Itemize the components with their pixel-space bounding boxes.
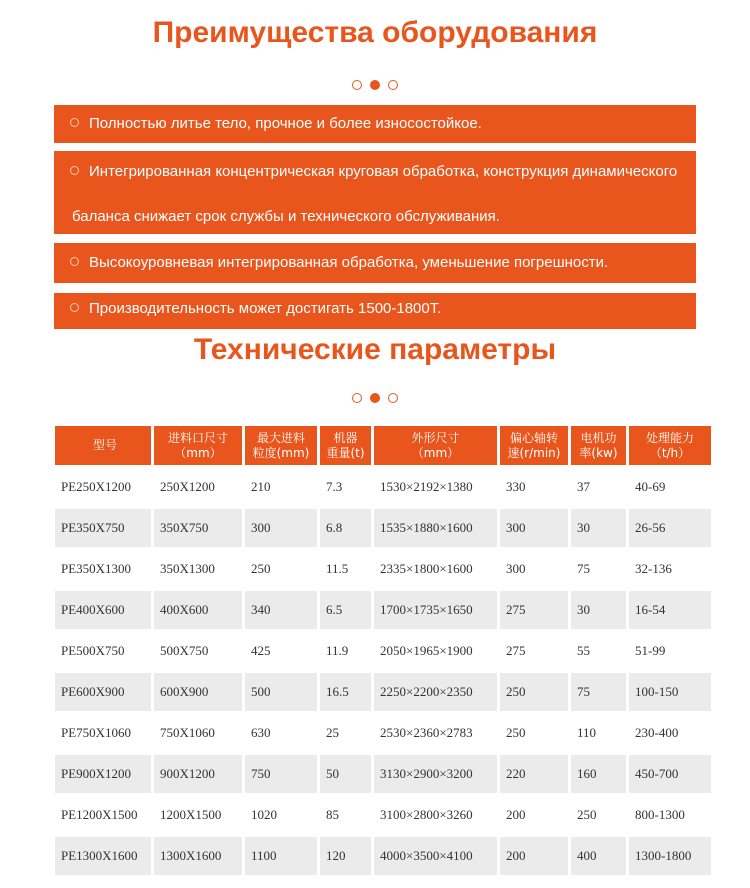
table-cell: 16.5 bbox=[320, 673, 371, 711]
table-cell: 11.9 bbox=[320, 632, 371, 670]
advantage-line bbox=[72, 208, 500, 225]
table-cell: PE900X1200 bbox=[55, 755, 151, 793]
table-cell: 1530×2192×1380 bbox=[374, 468, 497, 506]
dot-icon bbox=[388, 80, 398, 90]
table-cell: 500 bbox=[245, 673, 317, 711]
table-cell: 200 bbox=[500, 796, 568, 834]
table-cell: PE750X1060 bbox=[55, 714, 151, 752]
table-cell: 1535×1880×1600 bbox=[374, 509, 497, 547]
column-header-line: （t/h） bbox=[649, 445, 691, 460]
table-cell: 160 bbox=[571, 755, 626, 793]
column-header-line: （mm） bbox=[411, 445, 460, 460]
dot-icon-active bbox=[370, 80, 380, 90]
table-cell: 6.5 bbox=[320, 591, 371, 629]
column-header bbox=[374, 426, 497, 465]
advantage-item bbox=[54, 151, 696, 234]
advantage-line bbox=[70, 115, 482, 132]
table-cell: 400X600 bbox=[154, 591, 242, 629]
table-cell: 75 bbox=[571, 550, 626, 588]
table-cell: 40-69 bbox=[629, 468, 711, 506]
table-cell: 7.3 bbox=[320, 468, 371, 506]
table-cell: 250X1200 bbox=[154, 468, 242, 506]
table-cell: PE400X600 bbox=[55, 591, 151, 629]
column-header bbox=[245, 426, 317, 465]
section-dots-params bbox=[0, 393, 750, 403]
table-cell: 900X1200 bbox=[154, 755, 242, 793]
table-cell: PE500X750 bbox=[55, 632, 151, 670]
dot-icon bbox=[388, 393, 398, 403]
table-cell: 400 bbox=[571, 837, 626, 875]
column-header-line: 外形尺寸 bbox=[411, 430, 460, 445]
table-cell: 275 bbox=[500, 632, 568, 670]
table-cell: 1300X1600 bbox=[154, 837, 242, 875]
advantage-text: Полностью литье тело, прочное и более износостойкое. bbox=[89, 115, 482, 132]
advantages-title: Преимущества оборудования bbox=[152, 16, 598, 49]
table-cell: 1300-1800 bbox=[629, 837, 711, 875]
params-title: Технические параметры bbox=[193, 333, 557, 366]
params-table-container bbox=[55, 426, 698, 875]
table-row bbox=[55, 550, 711, 588]
advantage-text: Интегрированная концентрическая круговая обработка, конструкция динамического bbox=[89, 163, 678, 180]
table-cell: 100-150 bbox=[629, 673, 711, 711]
table-cell: 16-54 bbox=[629, 591, 711, 629]
advantage-line bbox=[70, 254, 608, 271]
table-cell: 1200X1500 bbox=[154, 796, 242, 834]
table-cell: 300 bbox=[500, 509, 568, 547]
table-row bbox=[55, 755, 711, 793]
table-cell: 350X1300 bbox=[154, 550, 242, 588]
advantage-line bbox=[70, 300, 441, 317]
table-cell: 275 bbox=[500, 591, 568, 629]
column-header bbox=[154, 426, 242, 465]
table-cell: 11.5 bbox=[320, 550, 371, 588]
table-cell: PE350X750 bbox=[55, 509, 151, 547]
column-header bbox=[629, 426, 711, 465]
section-dots-advantages bbox=[0, 80, 750, 90]
advantage-item bbox=[54, 243, 696, 283]
table-row bbox=[55, 837, 711, 875]
column-header-line: （mm） bbox=[174, 445, 222, 460]
table-cell: 350X750 bbox=[154, 509, 242, 547]
column-header-line: 处理能力 bbox=[645, 430, 694, 445]
table-cell: 1100 bbox=[245, 837, 317, 875]
table-cell: 30 bbox=[571, 509, 626, 547]
column-header-line: 进料口尺寸 bbox=[167, 430, 228, 445]
table-cell: 425 bbox=[245, 632, 317, 670]
table-row bbox=[55, 714, 711, 752]
table-row bbox=[55, 632, 711, 670]
table-cell: PE1200X1500 bbox=[55, 796, 151, 834]
table-cell: 220 bbox=[500, 755, 568, 793]
column-header-line: 偏心轴转 bbox=[509, 430, 558, 445]
table-body bbox=[55, 468, 711, 875]
table-cell: 4000×3500×4100 bbox=[374, 837, 497, 875]
table-cell: 630 bbox=[245, 714, 317, 752]
table-cell: 450-700 bbox=[629, 755, 711, 793]
table-cell: 200 bbox=[500, 837, 568, 875]
column-header bbox=[571, 426, 626, 465]
column-header bbox=[500, 426, 568, 465]
advantage-line bbox=[70, 163, 677, 180]
table-cell: PE350X1300 bbox=[55, 550, 151, 588]
advantage-text: баланса снижает срок службы и технического обслуживания. bbox=[72, 208, 500, 225]
dot-icon bbox=[352, 393, 362, 403]
table-cell: 250 bbox=[500, 714, 568, 752]
table-cell: 3130×2900×3200 bbox=[374, 755, 497, 793]
column-header-line: 速(r/min) bbox=[507, 445, 561, 460]
params-table bbox=[52, 423, 714, 878]
table-cell: 250 bbox=[571, 796, 626, 834]
table-cell: 500X750 bbox=[154, 632, 242, 670]
table-cell: 2250×2200×2350 bbox=[374, 673, 497, 711]
bullet-icon bbox=[70, 166, 79, 175]
table-cell: 85 bbox=[320, 796, 371, 834]
table-cell: 1020 bbox=[245, 796, 317, 834]
table-row bbox=[55, 796, 711, 834]
bullet-icon bbox=[70, 303, 79, 312]
column-header-line: 型号 bbox=[93, 438, 118, 452]
advantage-text: Производительность может достигать 1500-1800Т. bbox=[89, 300, 442, 317]
dot-icon bbox=[352, 80, 362, 90]
table-cell: 2530×2360×2783 bbox=[374, 714, 497, 752]
table-cell: 600X900 bbox=[154, 673, 242, 711]
table-cell: PE1300X1600 bbox=[55, 837, 151, 875]
table-cell: 50 bbox=[320, 755, 371, 793]
column-header-line: 重量(t) bbox=[326, 445, 365, 460]
table-cell: 300 bbox=[245, 509, 317, 547]
column-header bbox=[320, 426, 371, 465]
table-cell: 340 bbox=[245, 591, 317, 629]
advantage-item bbox=[54, 105, 696, 143]
table-cell: 55 bbox=[571, 632, 626, 670]
column-header-line: 率(kw) bbox=[579, 445, 618, 460]
table-cell: PE250X1200 bbox=[55, 468, 151, 506]
advantage-text: Высокоуровневая интегрированная обработка, уменьшение погрешности. bbox=[89, 254, 609, 271]
table-cell: PE600X900 bbox=[55, 673, 151, 711]
table-cell: 120 bbox=[320, 837, 371, 875]
table-cell: 2335×1800×1600 bbox=[374, 550, 497, 588]
table-row bbox=[55, 509, 711, 547]
table-cell: 750X1060 bbox=[154, 714, 242, 752]
table-cell: 6.8 bbox=[320, 509, 371, 547]
table-cell: 210 bbox=[245, 468, 317, 506]
table-cell: 750 bbox=[245, 755, 317, 793]
column-header-line: 最大进料 bbox=[256, 430, 305, 445]
table-cell: 25 bbox=[320, 714, 371, 752]
table-cell: 300 bbox=[500, 550, 568, 588]
table-cell: 32-136 bbox=[629, 550, 711, 588]
table-header-row bbox=[55, 426, 711, 465]
table-cell: 110 bbox=[571, 714, 626, 752]
table-cell: 30 bbox=[571, 591, 626, 629]
dot-icon-active bbox=[370, 393, 380, 403]
table-cell: 250 bbox=[245, 550, 317, 588]
column-header bbox=[55, 426, 151, 465]
table-cell: 230-400 bbox=[629, 714, 711, 752]
table-cell: 2050×1965×1900 bbox=[374, 632, 497, 670]
table-cell: 26-56 bbox=[629, 509, 711, 547]
advantage-item bbox=[54, 293, 696, 329]
table-cell: 51-99 bbox=[629, 632, 711, 670]
table-cell: 75 bbox=[571, 673, 626, 711]
table-row bbox=[55, 673, 711, 711]
table-cell: 250 bbox=[500, 673, 568, 711]
bullet-icon bbox=[70, 257, 79, 266]
table-cell: 3100×2800×3260 bbox=[374, 796, 497, 834]
table-cell: 800-1300 bbox=[629, 796, 711, 834]
table-cell: 37 bbox=[571, 468, 626, 506]
table-cell: 1700×1735×1650 bbox=[374, 591, 497, 629]
table-cell: 330 bbox=[500, 468, 568, 506]
column-header-line: 机器 bbox=[333, 430, 358, 445]
column-header-line: 电机功 bbox=[580, 430, 617, 445]
bullet-icon bbox=[70, 118, 79, 127]
column-header-line: 粒度(mm) bbox=[252, 445, 310, 460]
table-row bbox=[55, 591, 711, 629]
table-row bbox=[55, 468, 711, 506]
